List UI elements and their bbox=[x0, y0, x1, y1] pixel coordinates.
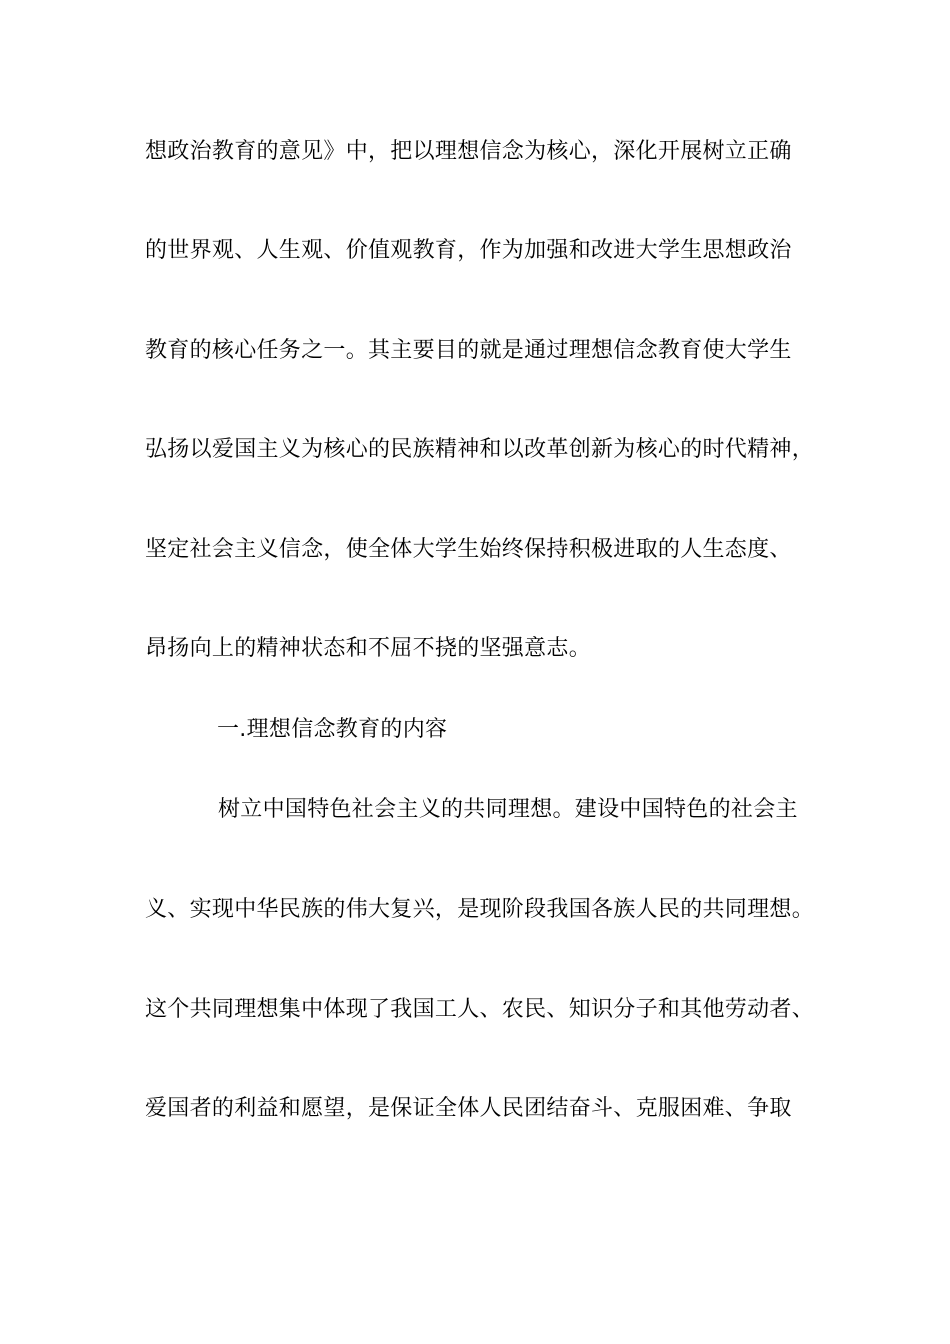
paragraph-line: 义、实现中华民族的伟大复兴，是现阶段我国各族人民的共同理想。 bbox=[145, 897, 815, 922]
paragraph-line: 树立中国特色社会主义的共同理想。建设中国特色的社会主 bbox=[218, 797, 798, 822]
paragraph-line: 教育的核心任务之一。其主要目的就是通过理想信念教育使大学生 bbox=[145, 338, 792, 363]
paragraph-line: 昂扬向上的精神状态和不屈不挠的坚强意志。 bbox=[145, 636, 592, 661]
paragraph-line: 坚定社会主义信念，使全体大学生始终保持积极进取的人生态度、 bbox=[145, 537, 792, 562]
paragraph-line: 想政治教育的意见》中，把以理想信念为核心，深化开展树立正确 bbox=[145, 139, 792, 164]
paragraph-line: 的世界观、人生观、价值观教育，作为加强和改进大学生思想政治 bbox=[145, 238, 792, 263]
paragraph-line: 爱国者的利益和愿望，是保证全体人民团结奋斗、克服困难、争取 bbox=[145, 1096, 792, 1121]
paragraph-line: 弘扬以爱国主义为核心的民族精神和以改革创新为核心的时代精神， bbox=[145, 437, 815, 462]
section-heading: 一.理想信念教育的内容 bbox=[217, 717, 448, 742]
paragraph-line: 这个共同理想集中体现了我国工人、农民、知识分子和其他劳动者、 bbox=[145, 997, 815, 1022]
